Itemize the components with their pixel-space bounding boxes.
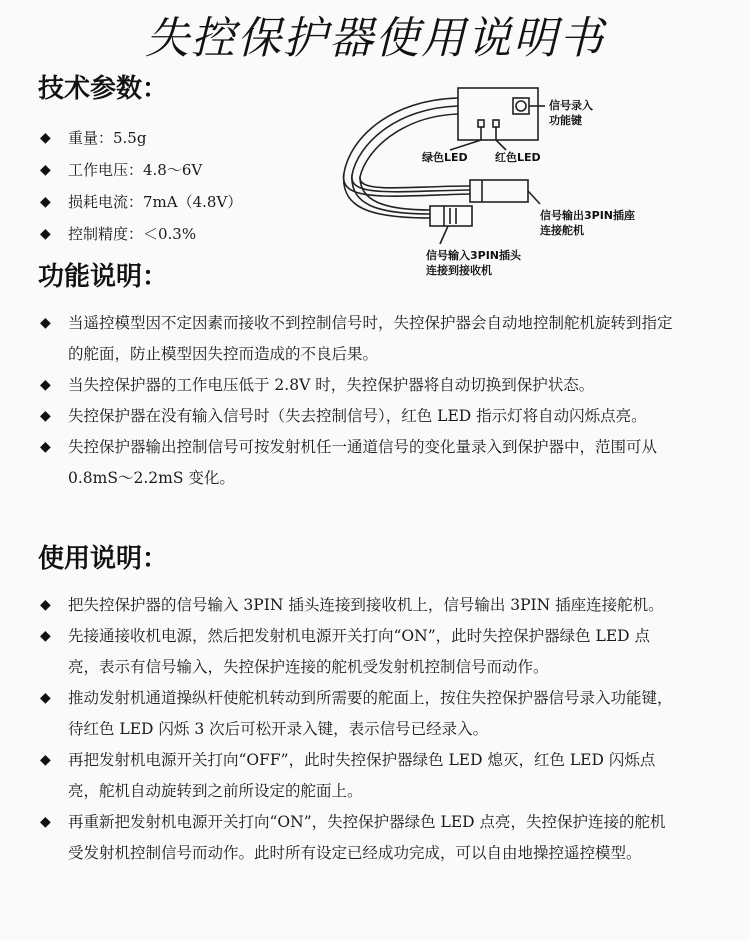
diamond-bullet-icon: ◆ [40, 315, 51, 331]
function-item: ◆ 失控保护器在没有输入信号时（失去控制信号），红色 LED 指示灯将自动闪烁点亮。 [40, 401, 680, 432]
usage-heading: 使用说明： [38, 544, 169, 574]
leader-green-led [450, 127, 481, 150]
green-led-label: 绿色LED [422, 151, 468, 164]
record-key-button [516, 101, 526, 111]
spec-item: ◆ 重量：5.5g [40, 122, 340, 154]
leader-red-led [496, 127, 506, 150]
diamond-bullet-icon: ◆ [40, 194, 51, 210]
tech-params-list [40, 122, 340, 250]
usage-item: ◆ 再重新把发射机电源开关打向“ON”，失控保护器绿色 LED 点亮，失控保护连接的舵机受发射机控制信号而动作。此时所有设定已经成功完成，可以自由地操控遥控模型。 [40, 807, 680, 869]
leader-input [440, 226, 448, 244]
function-item: ◆ 当遥控模型因不定因素而接收不到控制信号时，失控保护器会自动地控制舵机旋转到指定的舵面，防止模型因失控而造成的不良后果。 [40, 308, 680, 370]
spec-item: ◆ 工作电压：4.8～6V [40, 154, 340, 186]
function-item: ◆ 当失控保护器的工作电压低于 2.8V 时，失控保护器将自动切换到保护状态。 [40, 370, 680, 401]
diamond-bullet-icon: ◆ [40, 130, 51, 146]
diamond-bullet-icon: ◆ [40, 628, 51, 644]
cable-1 [344, 98, 470, 196]
green-led-shape [478, 120, 484, 127]
usage-item: ◆ 把失控保护器的信号输入 3PIN 插头连接到接收机上，信号输出 3PIN 插座连接舵机。 [40, 590, 680, 621]
usage-list [40, 590, 680, 869]
document-title: 失控保护器使用说明书 [145, 13, 605, 64]
record-key-label: 信号录入 功能键 [549, 99, 593, 127]
diamond-bullet-icon: ◆ [40, 162, 51, 178]
diamond-bullet-icon: ◆ [40, 690, 51, 706]
function-list [40, 308, 680, 494]
input-plug-shape [430, 206, 472, 226]
device-diagram [330, 78, 640, 288]
tech-params-heading: 技术参数： [38, 74, 169, 104]
input-plug-label: 信号输入3PIN插头 连接到接收机 [426, 249, 522, 277]
diamond-bullet-icon: ◆ [40, 752, 51, 768]
spec-item: ◆ 损耗电流：7mA（4.8V） [40, 186, 340, 218]
diamond-bullet-icon: ◆ [40, 226, 51, 242]
diamond-bullet-icon: ◆ [40, 439, 51, 455]
red-led-label: 红色LED [495, 151, 541, 164]
red-led-shape [493, 120, 499, 127]
usage-item: ◆ 再把发射机电源开关打向“OFF”，此时失控保护器绿色 LED 熄灭，红色 LED 闪烁点亮，舵机自动旋转到之前所设定的舵面上。 [40, 745, 680, 807]
function-heading: 功能说明： [38, 262, 169, 292]
leader-output [528, 191, 540, 204]
diamond-bullet-icon: ◆ [40, 377, 51, 393]
diamond-bullet-icon: ◆ [40, 814, 51, 830]
usage-item: ◆ 先接通接收机电源，然后把发射机电源开关打向“ON”，此时失控保护器绿色 LED 点亮，表示有信号输入，失控保护连接的舵机受发射机控制信号而动作。 [40, 621, 680, 683]
function-item: ◆ 失控保护器输出控制信号可按发射机任一通道信号的变化量录入到保护器中，范围可从 0.8mS～2.2mS 变化。 [40, 432, 680, 494]
usage-item: ◆ 推动发射机通道操纵杆使舵机转动到所需要的舵面上，按住失控保护器信号录入功能键，待红色 LED 闪烁 3 次后可松开录入键，表示信号已经录入。 [40, 683, 680, 745]
diamond-bullet-icon: ◆ [40, 408, 51, 424]
diamond-bullet-icon: ◆ [40, 597, 51, 613]
output-socket-label: 信号输出3PIN插座 连接舵机 [540, 209, 636, 237]
spec-item: ◆ 控制精度：＜0.3% [40, 218, 340, 250]
output-socket-shape [470, 180, 528, 202]
